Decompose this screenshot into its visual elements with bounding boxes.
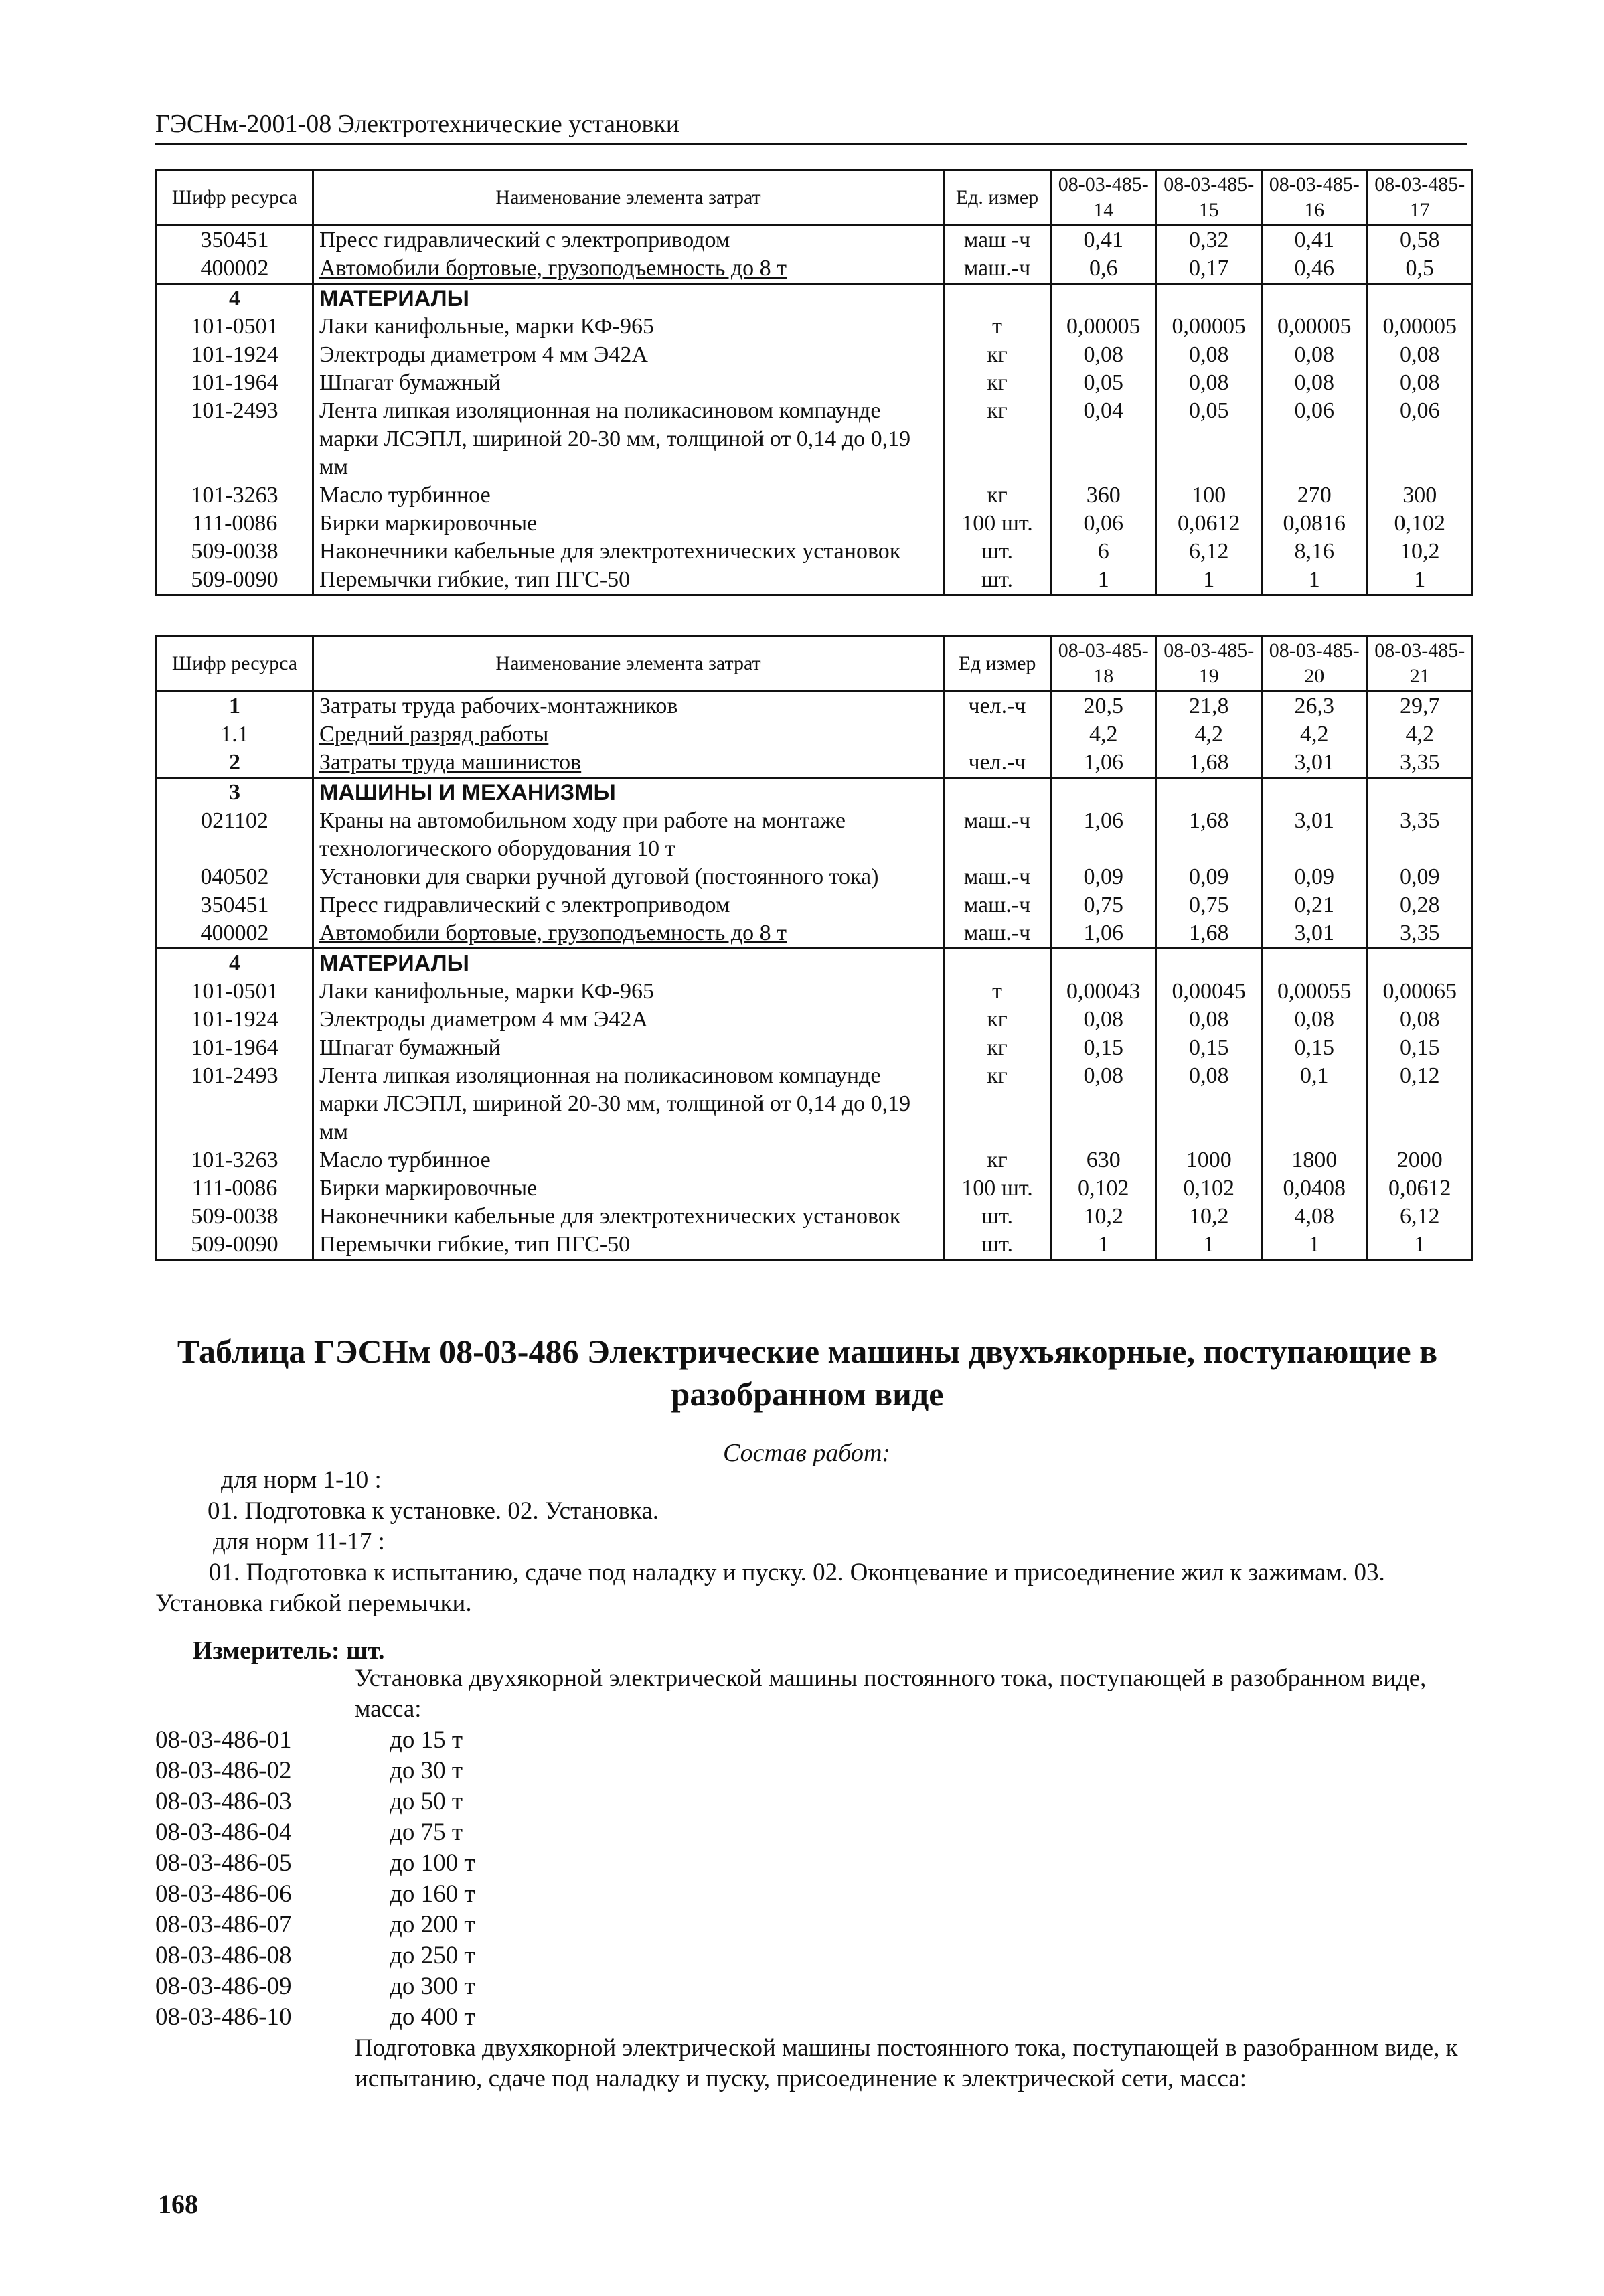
value-cell: 0,5 [1367, 254, 1473, 284]
value-cell: 0,21 [1262, 891, 1368, 919]
resource-unit: шт. [944, 538, 1051, 566]
list-item [155, 1725, 475, 1756]
value-cell: 3,35 [1367, 807, 1473, 863]
table-row [157, 863, 1473, 891]
resource-name: Электроды диаметром 4 мм Э42А [313, 1006, 944, 1034]
value-cell: 0,00005 [1156, 313, 1262, 341]
value-cell: 0,41 [1051, 226, 1157, 255]
value-cell: 300 [1367, 481, 1473, 510]
value-cell: 360 [1051, 481, 1157, 510]
norm-mass: до 75 т [390, 1819, 463, 1846]
value-cell: 0,08 [1262, 1006, 1368, 1034]
value-cell: 0,0612 [1367, 1174, 1473, 1203]
resource-name: Шпагат бумажный [313, 1034, 944, 1062]
table-row [157, 978, 1473, 1006]
table-row [157, 538, 1473, 566]
work-description: 01. Подготовка к установке. 02. Установка. [208, 1497, 659, 1525]
resource-unit [944, 720, 1051, 749]
value-cell: 0,08 [1262, 369, 1368, 397]
norm-code: 08-03-486-08 [155, 1942, 292, 1969]
list-item [155, 1910, 475, 1940]
resource-name: Средний разряд работы [313, 720, 944, 749]
table-row [157, 254, 1473, 284]
resource-code: 101-1924 [157, 341, 313, 369]
resource-unit: кг [944, 1146, 1051, 1174]
value-cell: 4,08 [1262, 1203, 1368, 1231]
value-cell: 4,2 [1156, 720, 1262, 749]
value-cell: 0,08 [1051, 1062, 1157, 1146]
resource-code: 101-2493 [157, 1062, 313, 1146]
resource-name: Шпагат бумажный [313, 369, 944, 397]
norm-code: 08-03-486-09 [155, 1973, 292, 2000]
resource-unit: кг [944, 1034, 1051, 1062]
table-row [157, 481, 1473, 510]
header-code: Шифр ресурса [157, 636, 313, 692]
table-row [157, 1231, 1473, 1260]
value-cell: 3,01 [1262, 807, 1368, 863]
resource-unit: маш.-ч [944, 863, 1051, 891]
resource-name: Перемычки гибкие, тип ПГС-50 [313, 566, 944, 595]
value-cell: 0,15 [1367, 1034, 1473, 1062]
resource-unit: маш.-ч [944, 891, 1051, 919]
norms-range-label: для норм 11-17 : [213, 1528, 385, 1555]
table-row [157, 313, 1473, 341]
value-cell: 3,01 [1262, 919, 1368, 949]
resource-unit: т [944, 978, 1051, 1006]
value-cell: 4,2 [1262, 720, 1368, 749]
value-cell: 1 [1367, 566, 1473, 595]
resource-unit: 100 шт. [944, 510, 1051, 538]
norm-mass: до 15 т [390, 1726, 463, 1754]
resource-unit: кг [944, 1006, 1051, 1034]
resource-code: 509-0090 [157, 566, 313, 595]
value-cell: 0,09 [1367, 863, 1473, 891]
section-row [157, 778, 1473, 808]
resource-code: 101-1964 [157, 1034, 313, 1062]
norm-mass: до 300 т [390, 1973, 475, 2000]
resource-unit: чел.-ч [944, 749, 1051, 778]
value-cell: 3,01 [1262, 749, 1368, 778]
resource-code: 101-0501 [157, 313, 313, 341]
section-title: Таблица ГЭСНм 08-03-486 Электрические машины двухъякорные, поступающие в разобранном виде [177, 1332, 1438, 1413]
page-number: 168 [158, 2189, 198, 2219]
norm-code: 08-03-486-02 [155, 1757, 292, 1784]
value-cell: 0,46 [1262, 254, 1368, 284]
resource-code: 400002 [157, 919, 313, 949]
header-unit: Ед измер [944, 636, 1051, 692]
resource-name: Затраты труда рабочих-монтажников [313, 692, 944, 721]
measure-unit: Измеритель: шт. [193, 1636, 385, 1665]
norm-code: 08-03-486-03 [155, 1788, 292, 1815]
list-item [155, 1971, 475, 2002]
resource-name: Наконечники кабельные для электротехнических установок [313, 538, 944, 566]
resource-name: Лента липкая изоляционная на поликасиновом компаунде марки ЛСЭПЛ, шириной 20-30 мм, толщиной от 0,14 до 0,19 мм [313, 1062, 944, 1146]
value-cell: 0,06 [1051, 510, 1157, 538]
value-cell: 1,68 [1156, 919, 1262, 949]
value-cell: 0,15 [1051, 1034, 1157, 1062]
resource-unit: 100 шт. [944, 1174, 1051, 1203]
value-cell: 6,12 [1156, 538, 1262, 566]
norm-code: 08-03-486-04 [155, 1819, 292, 1846]
resource-unit: шт. [944, 1231, 1051, 1260]
value-cell: 3,35 [1367, 749, 1473, 778]
value-cell: 0,00045 [1156, 978, 1262, 1006]
value-cell: 4,2 [1051, 720, 1157, 749]
list-item [155, 1786, 475, 1817]
value-cell: 0,0612 [1156, 510, 1262, 538]
norm-mass: до 250 т [390, 1942, 475, 1969]
section-code: 3 [157, 778, 313, 808]
table-row [157, 226, 1473, 255]
value-cell: 1 [1262, 566, 1368, 595]
resource-unit: кг [944, 369, 1051, 397]
resource-name: Электроды диаметром 4 мм Э42А [313, 341, 944, 369]
resource-name: Автомобили бортовые, грузоподъемность до 8 т [313, 254, 944, 284]
header-norm-col: 08-03-485-16 [1262, 170, 1368, 226]
header-unit: Ед. измер [944, 170, 1051, 226]
value-cell: 0,28 [1367, 891, 1473, 919]
table-row [157, 369, 1473, 397]
resource-unit: маш.-ч [944, 807, 1051, 863]
header-code: Шифр ресурса [157, 170, 313, 226]
resource-code: 111-0086 [157, 510, 313, 538]
value-cell: 1000 [1156, 1146, 1262, 1174]
section-code: 4 [157, 949, 313, 978]
value-cell: 4,2 [1367, 720, 1473, 749]
list-item [155, 1817, 475, 1848]
list-item [155, 1940, 475, 1971]
section-row [157, 284, 1473, 313]
value-cell: 0,08 [1156, 341, 1262, 369]
resource-unit: кг [944, 397, 1051, 481]
value-cell: 0,08 [1367, 369, 1473, 397]
norm-mass: до 50 т [390, 1788, 463, 1815]
norm-mass: до 160 т [390, 1880, 475, 1908]
table-row [157, 919, 1473, 949]
resource-unit: кг [944, 481, 1051, 510]
section-row [157, 949, 1473, 978]
value-cell: 6,12 [1367, 1203, 1473, 1231]
value-cell: 1,06 [1051, 919, 1157, 949]
norm-code: 08-03-486-05 [155, 1849, 292, 1877]
resource-code: 021102 [157, 807, 313, 863]
resource-name: Краны на автомобильном ходу при работе на монтаже технологического оборудования 10 т [313, 807, 944, 863]
norms-range-label: для норм 1-10 : [221, 1466, 382, 1494]
value-cell: 0,05 [1156, 397, 1262, 481]
value-cell: 2000 [1367, 1146, 1473, 1174]
value-cell: 6 [1051, 538, 1157, 566]
norm-code: 08-03-486-10 [155, 2003, 292, 2031]
norm-mass: до 200 т [390, 1911, 475, 1938]
header-norm-col: 08-03-485-19 [1156, 636, 1262, 692]
list-item [155, 1756, 475, 1786]
section-title: МАТЕРИАЛЫ [313, 284, 944, 313]
resource-unit: маш.-ч [944, 254, 1051, 284]
value-cell: 1 [1156, 1231, 1262, 1260]
resource-code: 101-0501 [157, 978, 313, 1006]
value-cell: 10,2 [1367, 538, 1473, 566]
value-cell: 0,75 [1156, 891, 1262, 919]
value-cell: 29,7 [1367, 692, 1473, 721]
value-cell: 1800 [1262, 1146, 1368, 1174]
running-header: ГЭСНм-2001-08 Электротехнические установки [155, 107, 1467, 145]
resource-code: 101-2493 [157, 397, 313, 481]
value-cell: 0,00005 [1367, 313, 1473, 341]
value-cell: 0,08 [1156, 1062, 1262, 1146]
norm-group-description: Установка двухякорной электрической машины постоянного тока, поступающей в разобранном виде, масса: [355, 1665, 1427, 1723]
norm-mass: до 400 т [390, 2003, 475, 2031]
norm-code: 08-03-486-01 [155, 1726, 292, 1754]
table-row [157, 1034, 1473, 1062]
value-cell: 0,58 [1367, 226, 1473, 255]
value-cell: 270 [1262, 481, 1368, 510]
value-cell: 0,12 [1367, 1062, 1473, 1146]
resource-name: Бирки маркировочные [313, 510, 944, 538]
table-row [157, 807, 1473, 863]
resource-code: 1.1 [157, 720, 313, 749]
norm-group-description: Подготовка двухякорной электрической машины постоянного тока, поступающей в разобранном виде, к испытанию, сдаче под наладку и пуску, присоединение к электрической сети, масса: [355, 2034, 1458, 2092]
resource-name: Масло турбинное [313, 1146, 944, 1174]
table-row [157, 749, 1473, 778]
resource-name: Пресс гидравлический с электроприводом [313, 226, 944, 255]
value-cell: 0,06 [1262, 397, 1368, 481]
value-cell: 1 [1262, 1231, 1368, 1260]
resource-unit: т [944, 313, 1051, 341]
value-cell: 0,102 [1051, 1174, 1157, 1203]
resource-code: 2 [157, 749, 313, 778]
resource-name: Установки для сварки ручной дуговой (постоянного тока) [313, 863, 944, 891]
header-norm-col: 08-03-485-21 [1367, 636, 1473, 692]
norm-code-list [155, 1725, 475, 2033]
resource-name: Масло турбинное [313, 481, 944, 510]
header-name: Наименование элемента затрат [313, 636, 944, 692]
resource-unit: кг [944, 341, 1051, 369]
value-cell: 100 [1156, 481, 1262, 510]
resource-code: 509-0038 [157, 538, 313, 566]
resource-code: 101-1964 [157, 369, 313, 397]
resource-code: 101-3263 [157, 1146, 313, 1174]
value-cell: 0,102 [1367, 510, 1473, 538]
value-cell: 1 [1156, 566, 1262, 595]
resource-code: 1 [157, 692, 313, 721]
header-norm-col: 08-03-485-15 [1156, 170, 1262, 226]
norm-code: 08-03-486-07 [155, 1911, 292, 1938]
value-cell: 0,1 [1262, 1062, 1368, 1146]
table-row [157, 341, 1473, 369]
table-header-row [157, 636, 1473, 692]
value-cell: 8,16 [1262, 538, 1368, 566]
value-cell: 0,08 [1156, 1006, 1262, 1034]
value-cell: 0,32 [1156, 226, 1262, 255]
header-norm-col: 08-03-485-18 [1051, 636, 1157, 692]
resource-code: 101-3263 [157, 481, 313, 510]
resource-code: 509-0090 [157, 1231, 313, 1260]
value-cell: 0,15 [1262, 1034, 1368, 1062]
norm-mass: до 100 т [390, 1849, 475, 1877]
resource-unit: шт. [944, 1203, 1051, 1231]
header-name: Наименование элемента затрат [313, 170, 944, 226]
resource-name: Лента липкая изоляционная на поликасиновом компаунде марки ЛСЭПЛ, шириной 20-30 мм, толщиной от 0,14 до 0,19 мм [313, 397, 944, 481]
table-row [157, 1146, 1473, 1174]
header-norm-col: 08-03-485-17 [1367, 170, 1473, 226]
value-cell: 0,09 [1051, 863, 1157, 891]
value-cell: 630 [1051, 1146, 1157, 1174]
list-item [155, 2002, 475, 2033]
section-code: 4 [157, 284, 313, 313]
value-cell: 0,06 [1367, 397, 1473, 481]
value-cell: 10,2 [1051, 1203, 1157, 1231]
value-cell: 0,00043 [1051, 978, 1157, 1006]
resource-name: Лаки канифольные, марки КФ-965 [313, 978, 944, 1006]
resource-code: 350451 [157, 226, 313, 255]
value-cell: 0,09 [1262, 863, 1368, 891]
resource-code: 111-0086 [157, 1174, 313, 1203]
value-cell: 0,00065 [1367, 978, 1473, 1006]
resource-code: 350451 [157, 891, 313, 919]
table-row [157, 720, 1473, 749]
resource-code: 400002 [157, 254, 313, 284]
resource-name: Лаки канифольные, марки КФ-965 [313, 313, 944, 341]
value-cell: 0,04 [1051, 397, 1157, 481]
resource-code: 509-0038 [157, 1203, 313, 1231]
table-row [157, 1006, 1473, 1034]
norm-mass: до 30 т [390, 1757, 463, 1784]
resource-name: Наконечники кабельные для электротехнических установок [313, 1203, 944, 1231]
table-row [157, 397, 1473, 481]
section-title: МАШИНЫ И МЕХАНИЗМЫ [313, 778, 944, 808]
table-row [157, 566, 1473, 595]
value-cell: 26,3 [1262, 692, 1368, 721]
list-item [155, 1848, 475, 1879]
resource-code: 040502 [157, 863, 313, 891]
resource-unit: маш -ч [944, 226, 1051, 255]
resource-unit: кг [944, 1062, 1051, 1146]
value-cell: 0,09 [1156, 863, 1262, 891]
table-row [157, 1174, 1473, 1203]
value-cell: 21,8 [1156, 692, 1262, 721]
norm-code: 08-03-486-06 [155, 1880, 292, 1908]
value-cell: 0,15 [1156, 1034, 1262, 1062]
value-cell: 1,68 [1156, 807, 1262, 863]
value-cell: 0,00005 [1051, 313, 1157, 341]
work-description: 01. Подготовка к испытанию, сдаче под наладку и пуску. 02. Оконцевание и присоединение жил к зажимам. 03. Установка гибкой перемычки. [155, 1559, 1385, 1617]
value-cell: 1,68 [1156, 749, 1262, 778]
value-cell: 1,06 [1051, 807, 1157, 863]
section-title: МАТЕРИАЛЫ [313, 949, 944, 978]
resource-name: Пресс гидравлический с электроприводом [313, 891, 944, 919]
table-row [157, 692, 1473, 721]
resource-name: Автомобили бортовые, грузоподъемность до 8 т [313, 919, 944, 949]
value-cell: 1,06 [1051, 749, 1157, 778]
value-cell: 0,08 [1262, 341, 1368, 369]
norms-table-485-18-21 [155, 635, 1473, 1261]
value-cell: 0,08 [1051, 1006, 1157, 1034]
norms-table-485-14-17 [155, 169, 1473, 596]
value-cell: 0,17 [1156, 254, 1262, 284]
value-cell: 1 [1367, 1231, 1473, 1260]
table-header-row [157, 170, 1473, 226]
value-cell: 1 [1051, 1231, 1157, 1260]
resource-unit: чел.-ч [944, 692, 1051, 721]
list-item [155, 1879, 475, 1910]
resource-unit: шт. [944, 566, 1051, 595]
value-cell: 0,102 [1156, 1174, 1262, 1203]
value-cell: 0,00005 [1262, 313, 1368, 341]
resource-name: Перемычки гибкие, тип ПГС-50 [313, 1231, 944, 1260]
value-cell: 0,08 [1156, 369, 1262, 397]
value-cell: 10,2 [1156, 1203, 1262, 1231]
resource-name: Бирки маркировочные [313, 1174, 944, 1203]
composition-label: Состав работ: [723, 1439, 891, 1467]
value-cell: 0,00055 [1262, 978, 1368, 1006]
header-norm-col: 08-03-485-14 [1051, 170, 1157, 226]
value-cell: 1 [1051, 566, 1157, 595]
table-row [157, 891, 1473, 919]
value-cell: 20,5 [1051, 692, 1157, 721]
value-cell: 0,05 [1051, 369, 1157, 397]
table-row [157, 1062, 1473, 1146]
value-cell: 3,35 [1367, 919, 1473, 949]
value-cell: 0,41 [1262, 226, 1368, 255]
header-norm-col: 08-03-485-20 [1262, 636, 1368, 692]
value-cell: 0,08 [1367, 341, 1473, 369]
table-row [157, 510, 1473, 538]
table-row [157, 1203, 1473, 1231]
value-cell: 0,0408 [1262, 1174, 1368, 1203]
value-cell: 0,08 [1051, 341, 1157, 369]
value-cell: 0,08 [1367, 1006, 1473, 1034]
value-cell: 0,0816 [1262, 510, 1368, 538]
resource-name: Затраты труда машинистов [313, 749, 944, 778]
resource-code: 101-1924 [157, 1006, 313, 1034]
resource-unit: маш.-ч [944, 919, 1051, 949]
value-cell: 0,6 [1051, 254, 1157, 284]
value-cell: 0,75 [1051, 891, 1157, 919]
